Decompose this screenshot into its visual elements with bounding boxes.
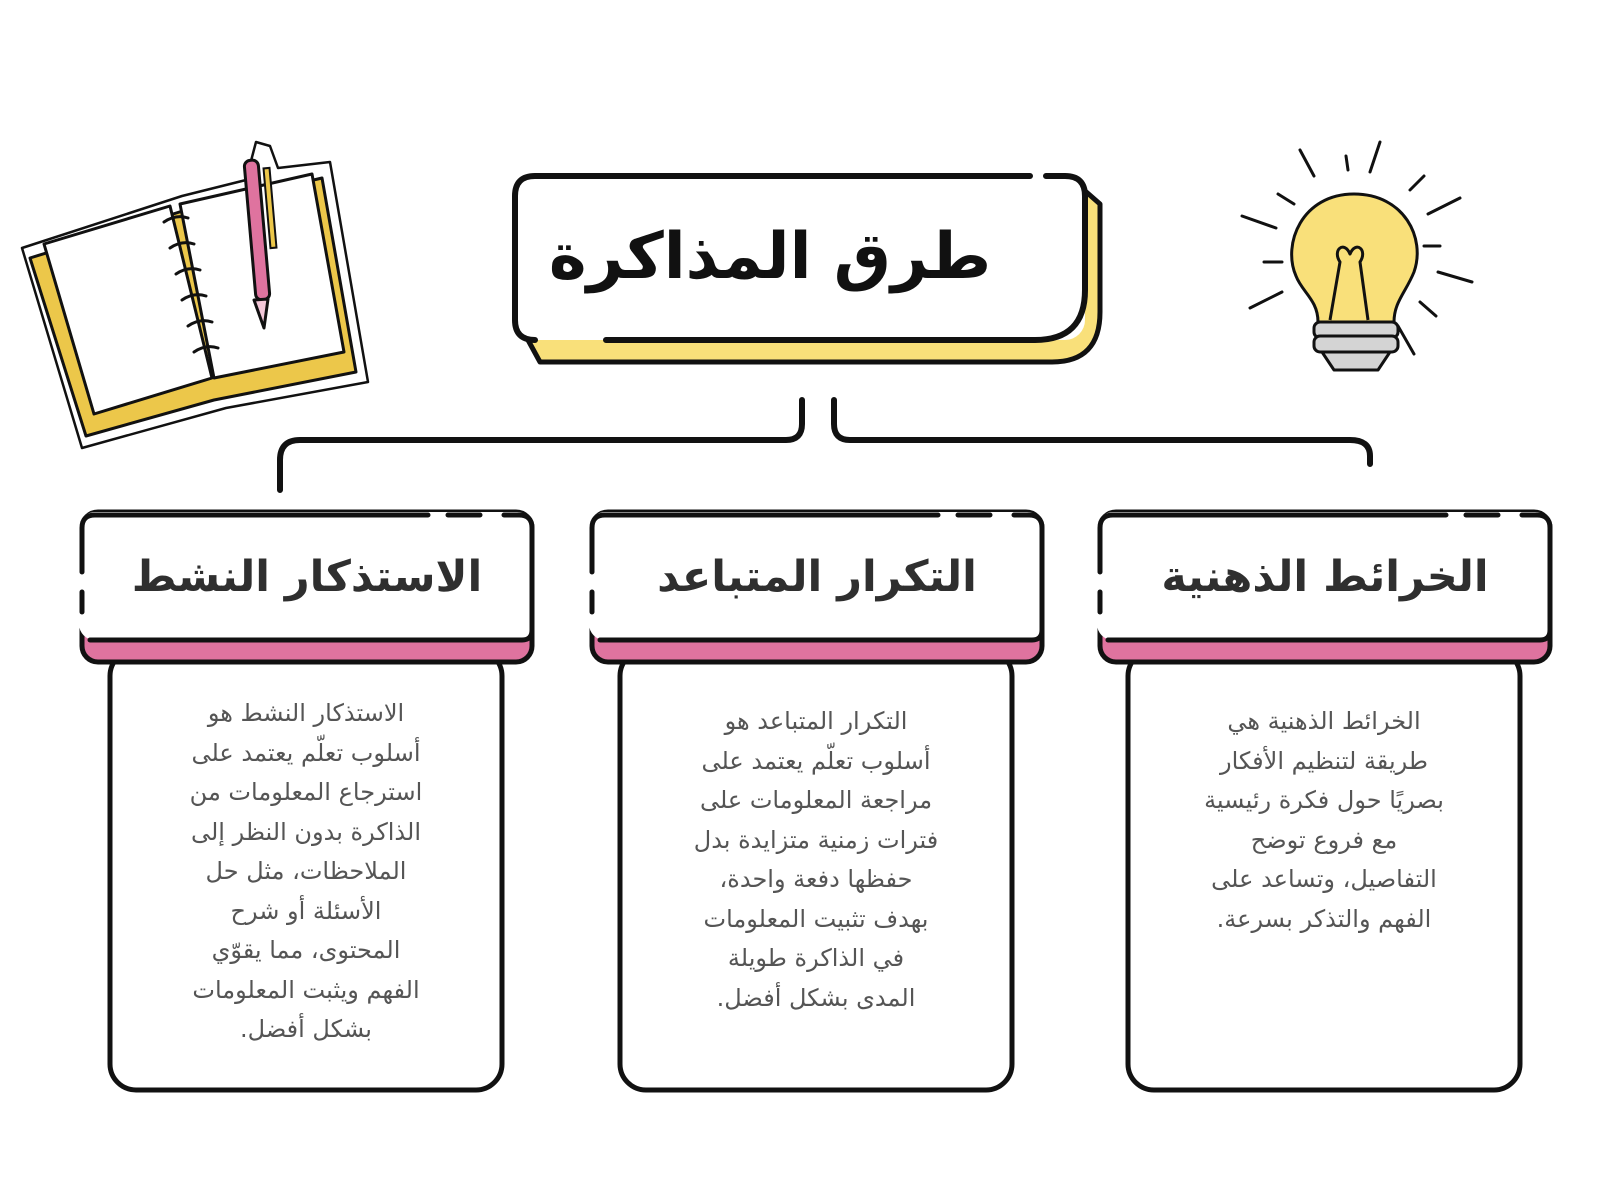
- body-line: في الذاكرة طويلة: [727, 944, 905, 972]
- body-line: الفهم ويثبت المعلومات: [192, 975, 420, 1004]
- body-line: بشكل أفضل.: [240, 1015, 372, 1043]
- body-line: الملاحظات، مثل حل: [205, 857, 407, 885]
- body-line: مع فروع توضح: [1250, 825, 1398, 854]
- body-line: الخرائط الذهنية هي: [1227, 707, 1421, 735]
- body-line: المدى بشكل أفضل.: [716, 983, 916, 1012]
- card-body-mind-maps: [1130, 702, 1518, 939]
- card-heading-mind-maps: الخرائط الذهنية: [1161, 552, 1489, 602]
- body-line: المحتوى، مما يقوّي: [211, 936, 401, 964]
- body-line: استرجاع المعلومات من: [189, 778, 423, 806]
- card-body-spaced-repetition: [622, 702, 1010, 1018]
- body-line: الفهم والتذكر بسرعة.: [1216, 904, 1432, 933]
- card-body-active-recall: [112, 694, 500, 1050]
- body-line: بهدف تثبيت المعلومات: [703, 904, 929, 933]
- body-line: التكرار المتباعد هو: [724, 707, 908, 735]
- body-line: مراجعة المعلومات على: [699, 786, 933, 814]
- body-line: الأسئلة أو شرح: [230, 896, 382, 925]
- body-line: بصريًا حول فكرة رئيسية: [1204, 786, 1444, 814]
- body-line: التفاصيل، وتساعد على: [1211, 865, 1437, 893]
- body-line: فترات زمنية متزايدة بدل: [693, 825, 939, 854]
- light-bulb-icon: [1242, 142, 1472, 370]
- card-heading-spaced-repetition: التكرار المتباعد: [657, 552, 977, 602]
- card-heading-active-recall: الاستذكار النشط: [131, 552, 483, 602]
- body-line: حفظها دفعة واحدة،: [719, 865, 913, 893]
- notebook-with-pen-icon: [22, 142, 368, 448]
- page-title: طرق المذاكرة: [548, 220, 992, 294]
- connector-lines: [280, 400, 1370, 490]
- body-line: أسلوب تعلّم يعتمد على: [701, 746, 931, 775]
- body-line: طريقة لتنظيم الأفكار: [1220, 746, 1428, 775]
- body-line: الاستذكار النشط هو: [207, 699, 405, 727]
- body-line: أسلوب تعلّم يعتمد على: [191, 738, 421, 767]
- body-line: الذاكرة بدون النظر إلى: [190, 817, 421, 846]
